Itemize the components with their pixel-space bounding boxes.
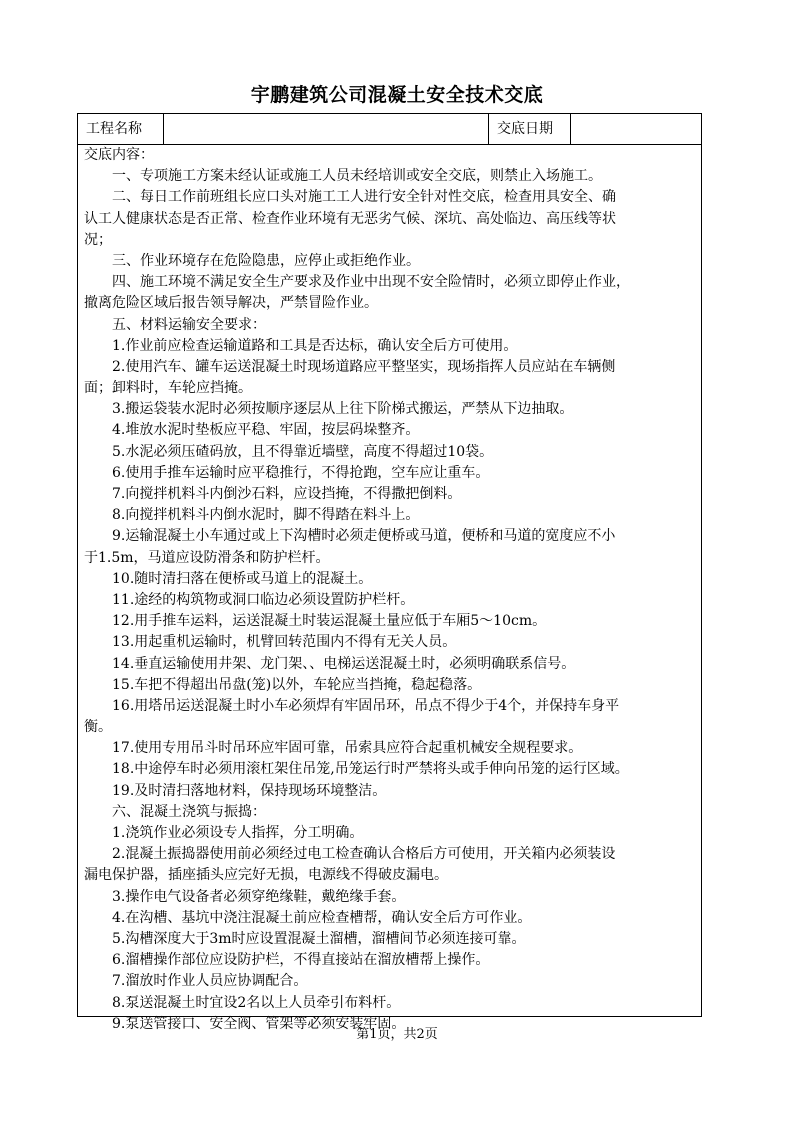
disclosure-date-label: 交底日期	[489, 114, 571, 144]
content-line: 交底内容：	[84, 147, 154, 163]
page-footer: 第1页，共2页	[356, 1027, 438, 1042]
content-line: 5.沟槽深度大于3m时应设置混凝土溜槽，溜槽间节必须连接可靠。	[112, 930, 526, 947]
content-line: 1.作业前应检查运输道路和工具是否达标，确认安全后方可使用。	[112, 337, 518, 354]
disclosure-table	[77, 113, 702, 1032]
project-name-label: 工程名称	[78, 114, 164, 144]
content-line: 14.垂直运输使用井架、龙门架、、电梯运送混凝土时，必须明确联系信号。	[112, 655, 576, 672]
disclosure-date-value	[571, 114, 701, 144]
content-line: 1.浇筑作业必须设专人指挥，分工明确。	[112, 825, 364, 841]
content-line: 3.操作电气设备者必须穿绝缘鞋，戴绝缘手套。	[112, 888, 406, 905]
content-line: 3.搬运袋装水泥时必须按顺序逐层从上往下阶梯式搬运，严禁从下边抽取。	[112, 401, 574, 418]
content-line: 16.用塔吊运送混凝土时小车必须焊有牢固吊环，吊点不得少于4个，并保持车身平	[112, 697, 620, 714]
content-line: 10.随时清扫落在便桥或马道上的混凝土。	[112, 570, 373, 587]
content-line: 5.水泥必须压碴码放，且不得靠近墙壁，高度不得超过10袋。	[112, 443, 494, 460]
content-line: 7.向搅拌机料斗内倒沙石料，应设挡掩，不得撒把倒料。	[112, 486, 462, 502]
content-line: 15.车把不得超出吊盘(笼)以外，车轮应当挡掩，稳起稳落。	[112, 676, 482, 693]
content-line: 一、专项施工方案未经认证或施工人员未经培训或安全交底，则禁止入场施工。	[112, 168, 602, 185]
table-header-row	[78, 114, 701, 145]
content-line: 四、施工环境不满足安全生产要求及作业中出现不安全险情时，必须立即停止作业，	[112, 274, 630, 291]
document-title: 宇鹏建筑公司混凝土安全技术交底	[250, 84, 544, 106]
content-line: 19.及时清扫落地材料，保持现场环境整洁。	[112, 782, 387, 799]
content-line: 18.中途停车时必须用滚杠架住吊笼,吊笼运行时严禁将头或手伸向吊笼的运行区域。	[112, 761, 629, 778]
content-line: 二、每日工作前班组长应口头对施工工人进行安全针对性交底，检查用具安全、确	[112, 189, 616, 206]
project-name-value	[164, 114, 489, 144]
content-line: 9.泵送管接口、安全阀、管架等必须安装牢固。	[112, 1015, 406, 1032]
content-line: 13.用起重机运输时，机臂回转范围内不得有无关人员。	[112, 634, 457, 651]
content-line: 撤离危险区域后报告领导解决，严禁冒险作业。	[84, 295, 378, 312]
content-line: 8.向搅拌机料斗内倒水泥时，脚不得踏在料斗上。	[112, 507, 420, 524]
content-line: 五、材料运输安全要求：	[112, 316, 266, 333]
content-line: 2.混凝土振捣器使用前必须经过电工检查确认合格后方可使用，开关箱内必须装设	[112, 846, 616, 863]
content-line: 17.使用专用吊斗时吊环应牢固可靠，吊索具应符合起重机械安全规程要求。	[112, 740, 583, 757]
content-line: 认工人健康状态是否正常、检查作业环境有无恶劣气候、深坑、高处临边、高压线等状	[84, 210, 616, 227]
content-line: 况；	[84, 231, 112, 248]
content-line: 6.溜槽操作部位应设防护栏，不得直接站在溜放槽帮上操作。	[112, 952, 490, 969]
content-line: 于1.5m，马道应设防滑条和防护栏杆。	[84, 549, 330, 566]
content-line: 9.运输混凝土小车通过或上下沟槽时必须走便桥或马道，便桥和马道的宽度应不小	[112, 528, 616, 545]
content-line: 三、作业环境存在危险隐患，应停止或拒绝作业。	[112, 252, 420, 269]
disclosure-content	[78, 145, 701, 1035]
content-line: 4.在沟槽、基坑中浇注混凝土前应检查槽帮，确认安全后方可作业。	[112, 909, 532, 926]
content-line: 12.用手推车运料，运送混凝土时装运混凝土量应低于车厢5～10cm。	[112, 613, 547, 630]
content-line: 11.途经的构筑物或洞口临边必须设置防护栏杆。	[112, 591, 415, 608]
content-line: 7.溜放时作业人员应协调配合。	[112, 973, 308, 990]
content-line: 6.使用手推车运输时应平稳推行，不得抢跑，空车应让重车。	[112, 464, 490, 481]
content-line: 8.泵送混凝土时宜设2名以上人员牵引布料杆。	[112, 994, 401, 1011]
content-line: 六、混凝土浇筑与振捣：	[112, 803, 266, 820]
content-line: 2.使用汽车、罐车运送混凝土时现场道路应平整坚实，现场指挥人员应站在车辆侧	[112, 358, 616, 375]
content-line: 漏电保护器，插座插头应完好无损，电源线不得破皮漏电。	[84, 867, 448, 884]
content-line: 面；卸料时，车轮应挡掩。	[84, 380, 252, 397]
content-line: 4.堆放水泥时垫板应平稳、牢固，按层码垛整齐。	[112, 422, 420, 439]
content-line: 衡。	[84, 719, 112, 736]
